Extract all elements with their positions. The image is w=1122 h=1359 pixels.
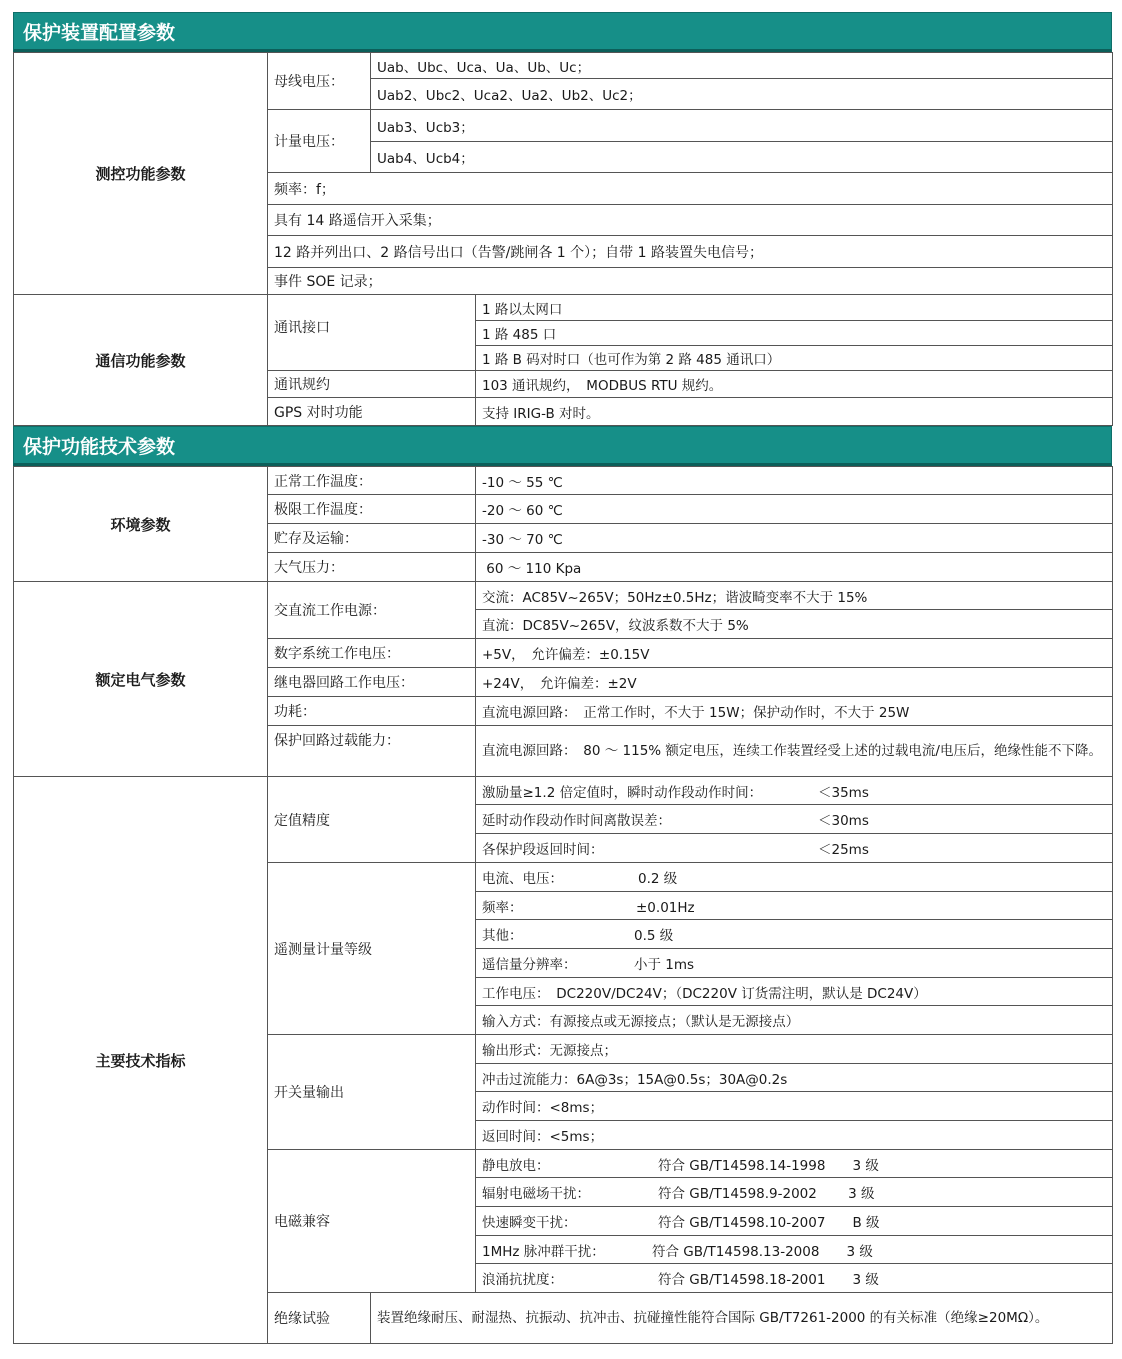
row-full: 事件 SOE 记录； xyxy=(268,268,1113,295)
row-value: 冲击过流能力：6A@3s；15A@0.5s；30A@0.2s xyxy=(476,1064,1113,1092)
row-value: -30 ～ 70 ℃ xyxy=(476,524,1113,553)
row-value: 输出形式：无源接点； xyxy=(476,1035,1113,1064)
row-label: 保护回路过载能力： xyxy=(268,726,476,777)
row-value: 交流：AC85V~265V；50Hz±0.5Hz；谐波畸变率不大于 15% xyxy=(476,582,1113,610)
row-label: 电磁兼容 xyxy=(268,1150,476,1293)
row-value xyxy=(476,805,1113,834)
group-label: 通信功能参数 xyxy=(14,295,268,426)
row-value: 1 路以太网口 xyxy=(476,295,1113,321)
value-key: 快速瞬变干扰： xyxy=(482,1215,577,1231)
spec-sheet xyxy=(13,12,1112,1344)
row-full: 频率：f； xyxy=(268,173,1113,205)
row-value: 60 ～ 110 Kpa xyxy=(476,553,1113,582)
row-value: Uab4、Ucb4； xyxy=(371,142,1113,173)
row-value: 直流电源回路： 正常工作时，不大于 15W；保护动作时，不大于 25W xyxy=(476,697,1113,726)
row-label: 开关量输出 xyxy=(268,1035,476,1150)
value-key: 频率： xyxy=(482,899,523,916)
value-val: 符合 GB/T14598.9-2002 3 级 xyxy=(658,1186,875,1202)
row-value: 动作时间：<8ms； xyxy=(476,1092,1113,1121)
row-label: 交直流工作电源： xyxy=(268,582,476,639)
config-table xyxy=(13,52,1113,426)
row-label: 计量电压： xyxy=(268,110,371,173)
row-value: Uab、Ubc、Uca、Ua、Ub、Uc； xyxy=(371,53,1113,79)
row-value: 103 通讯规约， MODBUS RTU 规约。 xyxy=(476,371,1113,398)
row-value xyxy=(476,920,1113,949)
row-value: 工作电压： DC220V/DC24V；（DC220V 订货需注明，默认是 DC24V） xyxy=(476,978,1113,1006)
value-key: 静电放电： xyxy=(482,1157,550,1174)
row-value: 装置绝缘耐压、耐湿热、抗振动、抗冲击、抗碰撞性能符合国际 GB/T7261-2000 的有关标准（绝缘≥20MΩ）。 xyxy=(371,1293,1113,1344)
row-label: 极限工作温度： xyxy=(268,495,476,524)
value-key: 1MHz 脉冲群干扰： xyxy=(482,1243,605,1260)
row-label: GPS 对时功能 xyxy=(268,398,476,426)
section-title: 保护装置配置参数 xyxy=(13,12,1112,52)
row-value: Uab2、Ubc2、Uca2、Ua2、Ub2、Uc2； xyxy=(371,79,1113,110)
row-value: 直流电源回路： 80 ～ 115% 额定电压，连续工作装置经受上述的过载电流/电压后，绝缘性能不下降。 xyxy=(476,726,1113,777)
value-val: 0.2 级 xyxy=(638,871,678,887)
row-value xyxy=(476,1178,1113,1207)
row-value xyxy=(476,1236,1113,1264)
row-value: 支持 IRIG-B 对时。 xyxy=(476,398,1113,426)
row-value xyxy=(476,949,1113,978)
row-value xyxy=(476,1264,1113,1293)
row-label: 大气压力： xyxy=(268,553,476,582)
row-value xyxy=(476,777,1113,805)
row-value xyxy=(476,1207,1113,1236)
row-label: 绝缘试验 xyxy=(268,1293,371,1344)
row-label: 通讯接口 xyxy=(268,295,476,371)
group-label: 环境参数 xyxy=(14,467,268,582)
group-label: 额定电气参数 xyxy=(14,582,268,777)
row-label: 继电器回路工作电压： xyxy=(268,668,476,697)
group-label: 主要技术指标 xyxy=(14,777,268,1344)
row-value: +5V， 允许偏差：±0.15V xyxy=(476,639,1113,668)
value-val: 符合 GB/T14598.18-2001 3 级 xyxy=(658,1272,879,1288)
row-value xyxy=(476,863,1113,892)
row-label: 通讯规约 xyxy=(268,371,476,398)
row-label: 数字系统工作电压： xyxy=(268,639,476,668)
value-val: ＜25ms xyxy=(818,842,869,858)
value-val: ＜30ms xyxy=(818,813,869,829)
value-val: 符合 GB/T14598.10-2007 B 级 xyxy=(658,1215,880,1231)
value-val: 0.5 级 xyxy=(634,928,674,944)
row-value: Uab3、Ucb3； xyxy=(371,110,1113,142)
value-key: 各保护段返回时间： xyxy=(482,842,604,858)
row-label: 贮存及运输： xyxy=(268,524,476,553)
row-label: 正常工作温度： xyxy=(268,467,476,495)
row-value: 直流：DC85V~265V，纹波系数不大于 5% xyxy=(476,610,1113,639)
row-label: 定值精度 xyxy=(268,777,476,863)
row-value: 返回时间：<5ms； xyxy=(476,1121,1113,1150)
value-val: 小于 1ms xyxy=(634,957,695,973)
value-key: 电流、电压： xyxy=(482,871,563,887)
value-key: 延时动作段动作时间离散误差： xyxy=(482,813,671,829)
row-value: -20 ～ 60 ℃ xyxy=(476,495,1113,524)
row-full: 具有 14 路遥信开入采集； xyxy=(268,205,1113,236)
row-label: 母线电压： xyxy=(268,53,371,110)
section-title: 保护功能技术参数 xyxy=(13,426,1112,466)
row-value xyxy=(476,834,1113,863)
value-key: 辐射电磁场干扰： xyxy=(482,1186,590,1202)
value-key: 遥信量分辨率： xyxy=(482,957,577,973)
protection-table xyxy=(13,466,1113,1344)
value-val: 符合 GB/T14598.13-2008 3 级 xyxy=(652,1243,873,1260)
value-key: 浪涌抗扰度： xyxy=(482,1272,563,1288)
row-value xyxy=(476,1150,1113,1178)
value-val: 符合 GB/T14598.14-1998 3 级 xyxy=(658,1157,879,1174)
row-label: 功耗： xyxy=(268,697,476,726)
value-key: 其他： xyxy=(482,928,523,944)
row-value: -10 ～ 55 ℃ xyxy=(476,467,1113,495)
row-value: 1 路 B 码对时口（也可作为第 2 路 485 通讯口） xyxy=(476,346,1113,371)
row-full: 12 路并列出口、2 路信号出口（告警/跳闸各 1 个）；自带 1 路装置失电信号； xyxy=(268,236,1113,268)
row-value: 1 路 485 口 xyxy=(476,321,1113,346)
value-key: 激励量≥1.2 倍定值时，瞬时动作段动作时间： xyxy=(482,784,763,801)
value-val: ±0.01Hz xyxy=(636,899,695,916)
value-val: ＜35ms xyxy=(818,784,869,801)
row-value: 输入方式：有源接点或无源接点；（默认是无源接点） xyxy=(476,1006,1113,1035)
group-label: 测控功能参数 xyxy=(14,53,268,295)
row-value xyxy=(476,892,1113,920)
row-label: 遥测量计量等级 xyxy=(268,863,476,1035)
row-value: +24V， 允许偏差：±2V xyxy=(476,668,1113,697)
